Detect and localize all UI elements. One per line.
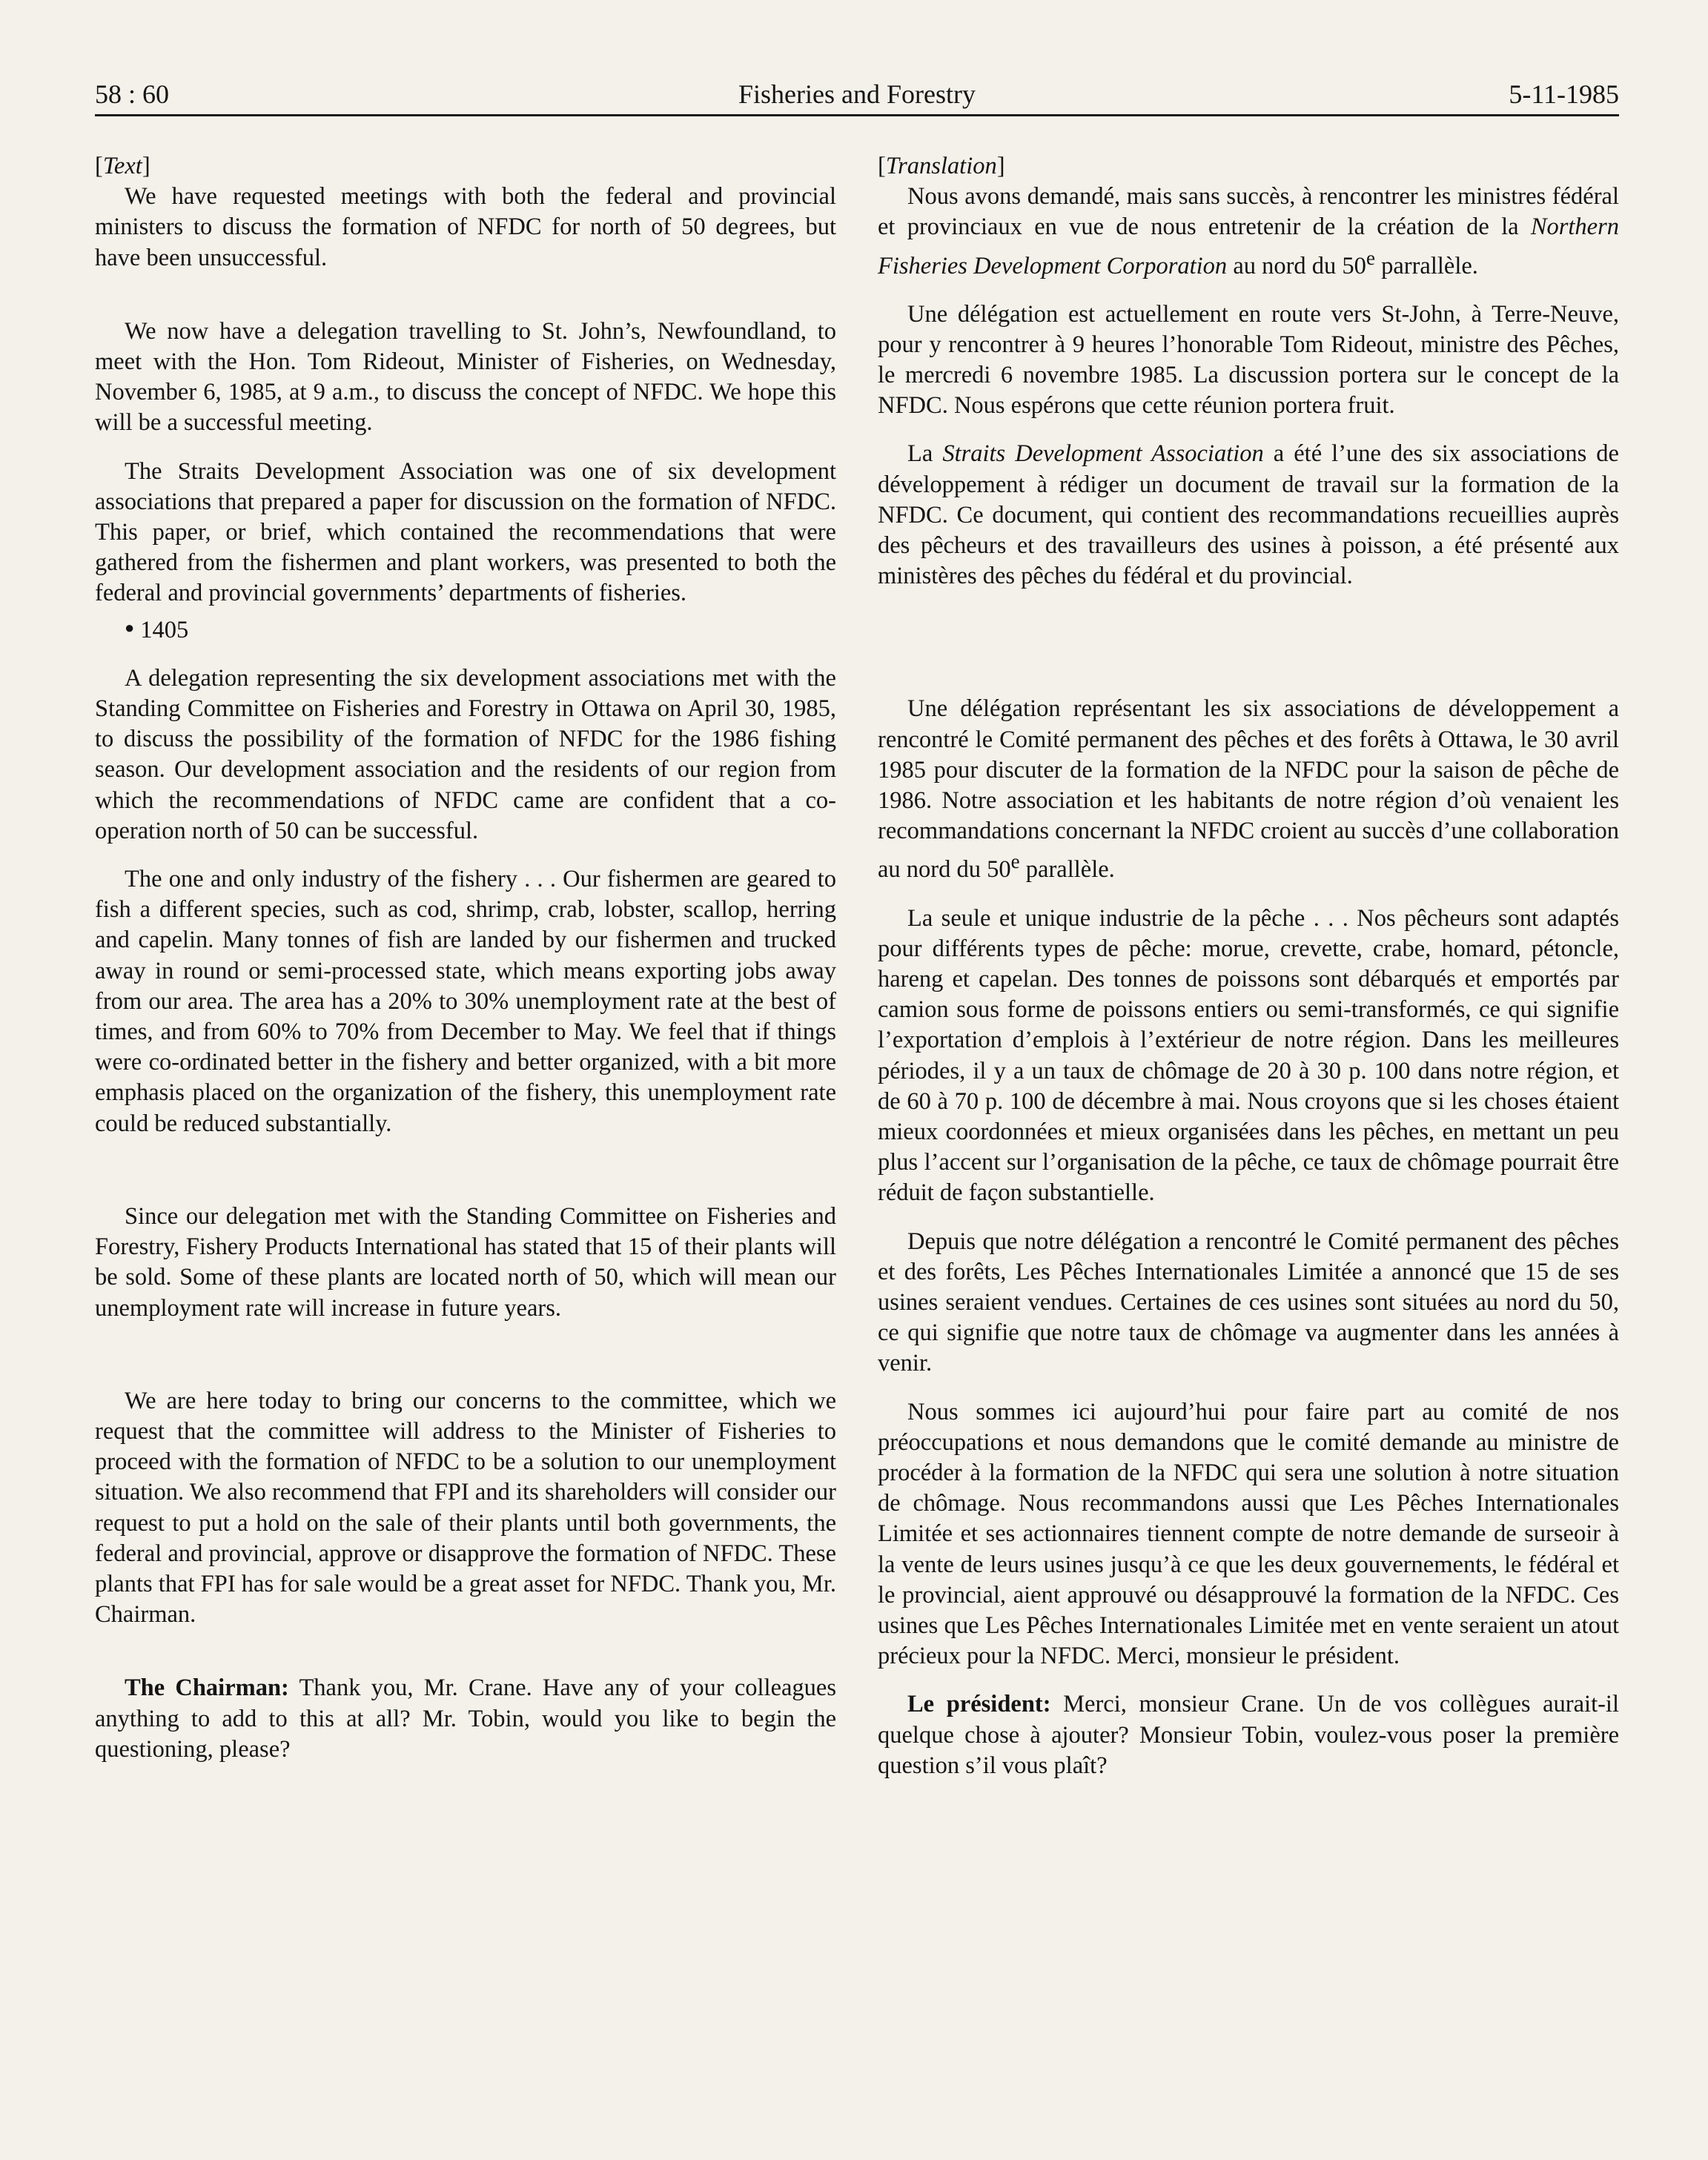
page-title: Fisheries and Forestry: [738, 79, 976, 109]
language-label: [Translation]: [878, 153, 1005, 179]
paragraph: Nous sommes ici aujourd’hui pour faire part au comité de nos préoccupations et nous demandons que le comité demande au ministre de procéder à la formation de la NFDC qui sera une solution à notre situation de chômage. Nous recommandons aussi que Les Pêches Internationales Limitée et ses actionnaires tiennent compte de notre demande de surseoir à la vente de leurs usines jusqu’à ce que les deux gouvernements, le fédéral et le provincial, aient approuvé ou désapprouvé la formation de la NFDC. Ces usines que Les Pêches Internationales Limitée met en vente seraient un atout précieux pour la NFDC. Merci, monsieur le président.: [878, 1398, 1619, 1670]
paragraph: Une délégation est actuellement en route vers St-John, à Terre-Neuve, pour y rencontrer à 9 heures l’honorable Tom Rideout, ministre des Pêches, le mercredi 6 novembre 1985. La discussion portera sur le concept de la NFDC. Nous espérons que cette réunion portera fruit.: [878, 300, 1619, 420]
paragraph: The Chairman: Thank you, Mr. Crane. Have any of your colleagues anything to add to this at all? Mr. Tobin, would you like to begin the questioning, please?: [95, 1674, 836, 1763]
language-label: [Text]: [95, 153, 150, 179]
bullet-icon: ●: [125, 617, 135, 637]
paragraph: Nous avons demandé, mais sans succès, à rencontrer les ministres fédéral et provinciaux en vue de nous entretenir de la création de la Northern Fisheries Development Corporation au nord du 50e parrallèle.: [878, 183, 1619, 279]
paragraph: We have requested meetings with both the federal and provincial ministers to discuss the formation of NFDC for north of 50 degrees, but have been unsuccessful.: [95, 183, 836, 271]
header-rule: [95, 114, 1619, 116]
paragraph: La seule et unique industrie de la pêche . . . Nos pêcheurs sont adaptés pour différents types de pêche: morue, crevette, crabe, homard, pétoncle, hareng et capelan. Des tonnes de poissons sont débarqués et emportés par camion sous forme de poissons entiers ou semi-transformés, ce qui signifie l’exportation d’emplois à l’extérieur de notre région. Dans les meilleures périodes, il y a un taux de chômage de 20 à 30 p. 100 dans notre région, et de 60 à 70 p. 100 de décembre à mai. Nous croyons que si les choses étaient mieux coordonnées et mieux organisées dans les pêches, en mettant un peu plus l’accent sur l’organisation de la pêche, ce taux de chômage pourrait être réduit de façon substantielle.: [878, 904, 1619, 1207]
paragraph: The Straits Development Association was one of six development associations that prepared a paper for discussion on the formation of NFDC. This paper, or brief, which contained the recommendations that were gathered from the fishermen and plant workers, was presented to both the federal and provincial governments’ departments of fisheries.: [95, 457, 836, 607]
speaker-name: Le président:: [907, 1691, 1051, 1718]
page-header: [95, 74, 1619, 111]
paragraph: Le président: Merci, monsieur Crane. Un de vos collègues aurait-il quelque chose à ajouter? Monsieur Tobin, voulez-vous poser la première question s’il vous plaît?: [878, 1691, 1619, 1779]
paragraph: Depuis que notre délégation a rencontré le Comité permanent des pêches et des forêts, Les Pêches Internationales Limitée a annoncé que 15 de ses usines seraient vendues. Certaines de ces usines sont situées au nord du 50, ce qui signifie que notre taux de chômage va augmenter dans les années à venir.: [878, 1228, 1619, 1377]
paragraph: Une délégation représentant les six associations de développement a rencontré le Comité permanent des pêches et des forêts à Ottawa, le 30 avril 1985 pour discuter de la formation de la NFDC pour la saison de pêche de 1986. Notre association et les habitants de notre région d’où venaient les recommandations concernant la NFDC croient au succès d’une collaboration au nord du 50e parallèle.: [878, 695, 1619, 884]
page-number: 58 : 60: [95, 79, 170, 109]
paragraph: The one and only industry of the fishery . . . Our fishermen are geared to fish a different species, such as cod, shrimp, crab, lobster, scallop, herring and capelin. Many tonnes of fish are landed by our fishermen and trucked away in round or semi-processed state, which means exporting jobs away from our area. The area has a 20% to 30% unemployment rate at the best of times, and from 60% to 70% from December to May. We feel that if things were co-ordinated better in the fishery and better organized, with a bit more emphasis placed on the organization of the fishery, this unemployment rate could be reduced substantially.: [95, 866, 836, 1137]
time-marker: ● 1405: [125, 616, 189, 643]
speaker-name: The Chairman:: [125, 1674, 289, 1702]
paragraph: Since our delegation met with the Standing Committee on Fisheries and Forestry, Fishery Products International has stated that 15 of their plants will be sold. Some of these plants are located north of 50, which will mean our unemployment rate will increase in future years.: [95, 1202, 836, 1322]
paragraph: We now have a delegation travelling to St. John’s, Newfoundland, to meet with the Hon. Tom Rideout, Minister of Fisheries, on Wednesday, November 6, 1985, at 9 a.m., to discuss the concept of NFDC. We hope this will be a successful meeting.: [95, 317, 836, 437]
french-column: [878, 151, 1619, 1799]
paragraph: A delegation representing the six development associations met with the Standing Committee on Fisheries and Forestry in Ottawa on April 30, 1985, to discuss the possibility of the formation of NFDC for the 1986 fishing season. Our development association and the residents of our region from which the recommendations of NFDC came are confident that a co-operation north of 50 can be successful.: [95, 664, 836, 844]
paragraph: We are here today to bring our concerns to the committee, which we request that the committee will address to the Minister of Fisheries to proceed with the formation of NFDC to be a solution to our unemployment situation. We also recommend that FPI and its shareholders will consider our request to put a hold on the sale of their plants until both governments, the federal and provincial, approve or disapprove the formation of NFDC. These plants that FPI has for sale would be a great asset for NFDC. Thank you, Mr. Chairman.: [95, 1387, 836, 1629]
paragraph: La Straits Development Association a été l’une des six associations de développement à rédiger un document de travail sur la formation de la NFDC. Ce document, qui contient des recommandations recueillies auprès des pêcheurs et des travailleurs des usines à poisson, a été présenté aux ministères des pêches du fédéral et du provincial.: [878, 440, 1619, 590]
english-column: [95, 151, 836, 1783]
page-date: 5-11-1985: [1509, 79, 1619, 109]
